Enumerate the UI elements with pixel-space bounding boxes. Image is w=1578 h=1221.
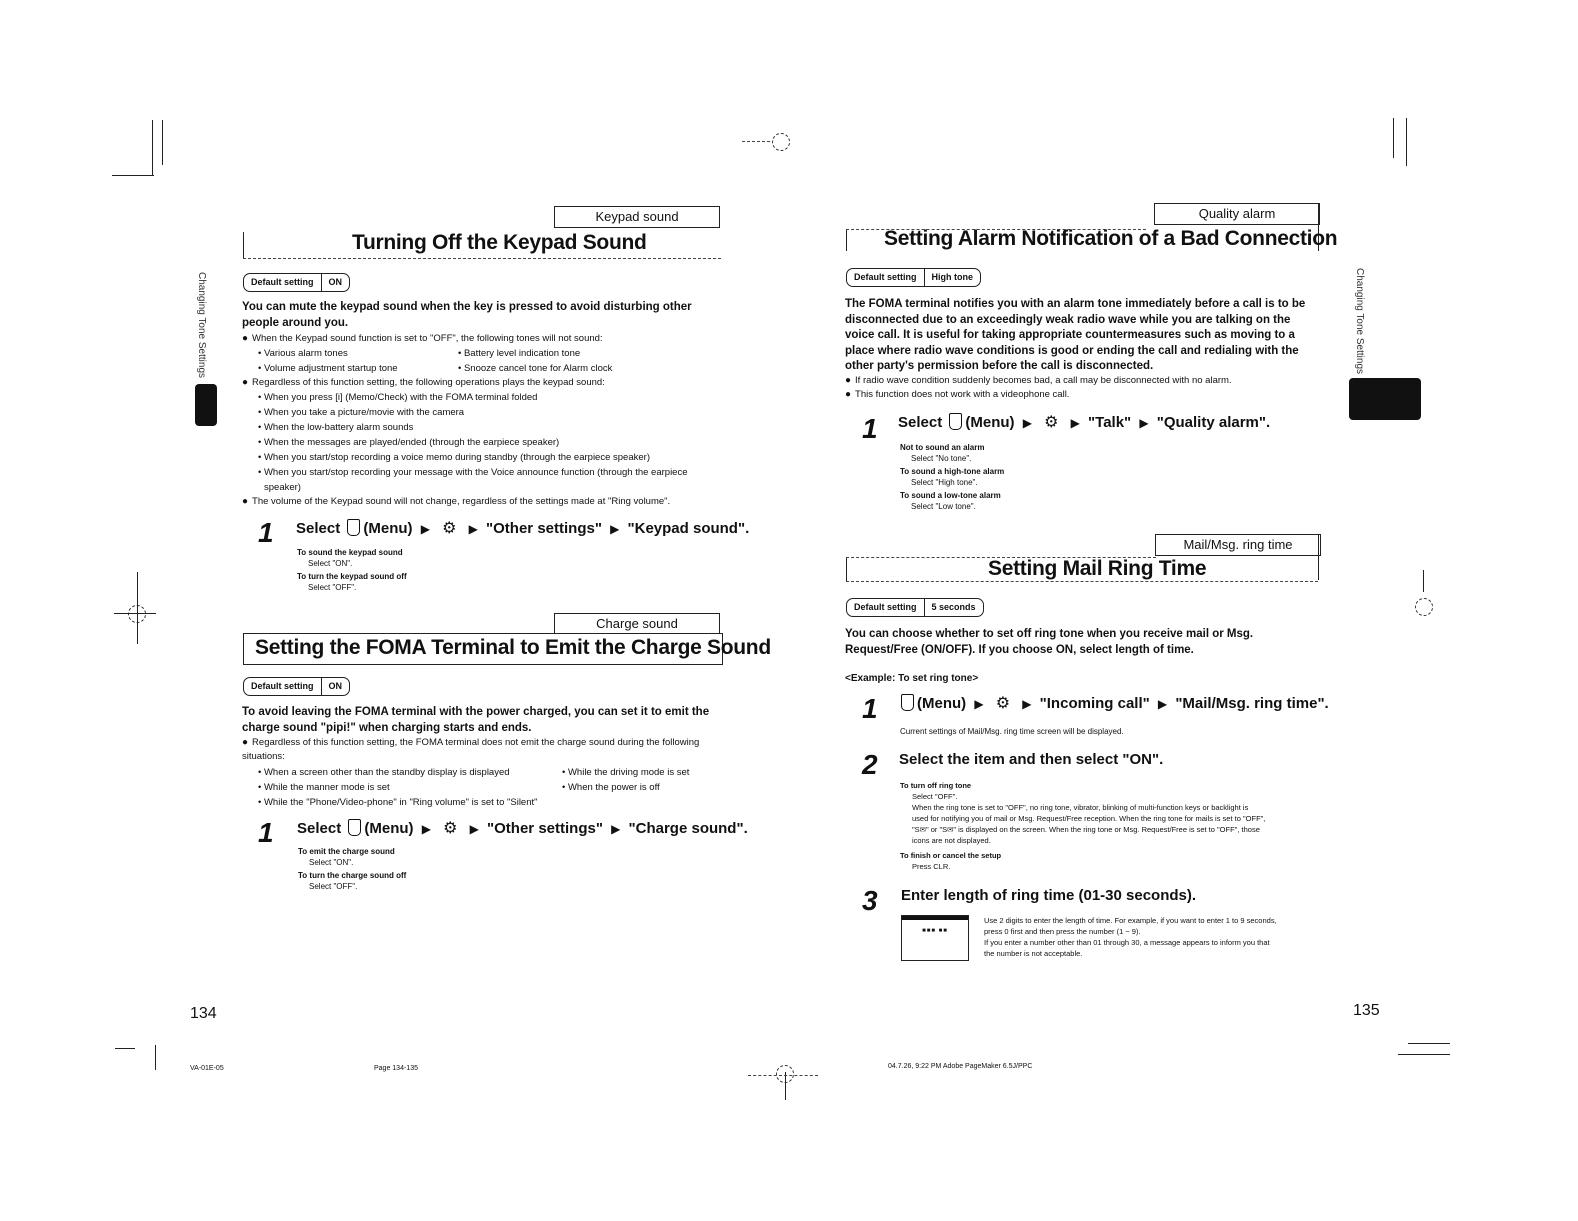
sub-text: "S✉" or "S✉" is displayed on the screen. When the ring tone or Msg. Request/Free is set to "OFF", those <box>912 825 1260 834</box>
step-note: If you enter a number other than 01 through 30, a message appears to inform you that <box>984 938 1270 947</box>
list-item: • Battery level indication tone <box>458 348 581 359</box>
bullet-content: The volume of the Keypad sound will not change, regardless of the settings made at "Ring volume". <box>252 496 671 507</box>
crop-mark <box>112 175 154 176</box>
arrow-right-icon: ▶ <box>1022 416 1032 430</box>
sub-text: Select "Low tone". <box>911 502 976 511</box>
default-label: Default setting <box>854 272 917 282</box>
list-item: • Various alarm tones <box>258 348 348 359</box>
step-select: Select <box>898 414 943 431</box>
side-label: Changing Tone Settings <box>1354 268 1365 375</box>
default-value: ON <box>321 678 350 695</box>
section-tab-mail-ring-time: Mail/Msg. ring time <box>1155 534 1321 556</box>
step-number: 3 <box>862 885 878 916</box>
crop-mark <box>155 1045 156 1070</box>
settings-icon: ⚙ <box>995 695 1011 712</box>
footer-code: VA-01E-05 <box>190 1065 224 1072</box>
section-tab-keypad-sound: Keypad sound <box>554 206 720 228</box>
page-title-quality: Setting Alarm Notification of a Bad Connection <box>884 227 1338 250</box>
step-menu: (Menu) <box>965 414 1015 431</box>
sub-text: Select "OFF". <box>309 882 358 891</box>
footer-info: 04.7.26, 9:22 PM Adobe PageMaker 6.5J/PPC <box>888 1063 1033 1070</box>
step-target: "Quality alarm". <box>1156 414 1271 431</box>
intro-text: You can choose whether to set off ring tone when you receive mail or Msg. Request/Free (ON/OFF). If you choose ON, select length of time. <box>845 628 1254 656</box>
crop-mark <box>1393 118 1394 158</box>
sub-heading: To sound the keypad sound <box>297 548 403 557</box>
crop-mark <box>785 1072 786 1100</box>
list-item: • When the messages are played/ended (through the earpiece speaker) <box>258 437 560 448</box>
step-note: press 0 first and then press the number (1 ~ 9). <box>984 927 1141 936</box>
default-value: High tone <box>924 269 981 286</box>
step-talk: "Talk" <box>1088 414 1132 431</box>
phone-screen-thumbnail <box>901 915 969 961</box>
title-rule <box>846 581 1318 582</box>
crop-mark <box>742 141 770 142</box>
screen-placeholder-icon: ■■■ ■■ <box>922 928 948 934</box>
list-item: • While the "Phone/Video-phone" in "Ring volume" is set to "Silent" <box>258 797 538 808</box>
sub-text: When the ring tone is set to "OFF", no ring tone, vibrator, blinking of multi-function keys or backlight is <box>912 803 1249 812</box>
bullet-text <box>242 332 603 346</box>
list-item: • When the power is off <box>562 782 660 793</box>
default-label: Default setting <box>251 681 314 691</box>
list-item: • When the low-battery alarm sounds <box>258 422 414 433</box>
list-item: • When a screen other than the standby display is displayed <box>258 767 510 778</box>
list-item: • While the driving mode is set <box>562 767 690 778</box>
arrow-right-icon: ▶ <box>468 522 478 536</box>
sub-text: Select "OFF". <box>912 792 958 801</box>
sub-heading: To sound a high-tone alarm <box>900 467 1005 476</box>
step-select: Select <box>297 820 342 837</box>
crop-mark <box>1423 570 1424 592</box>
step-select: Select <box>296 520 341 537</box>
section-tab-charge-sound: Charge sound <box>554 613 720 634</box>
intro-text: The FOMA terminal notifies you with an alarm tone immediately before a call is to be disconnected due to an exceedingly weak radio wave while you are talking on the voice call. It is useful for taking appropriate countermeasures such as moving to a place where radio wave conditions is good or ending the call and redialing with the other party's permission before the call is disconnected. <box>845 298 1306 372</box>
step-menu: (Menu) <box>917 695 967 712</box>
default-setting-badge <box>846 598 984 617</box>
sub-heading: To turn off ring tone <box>900 781 972 790</box>
bullet-text <box>845 388 1069 402</box>
registration-mark <box>772 133 790 151</box>
bullet-text <box>242 495 670 509</box>
sub-text: Select "ON". <box>309 858 354 867</box>
side-label: Changing Tone Settings <box>196 272 207 379</box>
title-rule <box>1318 534 1319 580</box>
step-note: the number is not acceptable. <box>984 949 1083 958</box>
arrow-right-icon: ▶ <box>421 822 431 836</box>
list-item: speaker) <box>264 482 301 493</box>
list-item: • When you take a picture/movie with the camera <box>258 407 465 418</box>
settings-icon: ⚙ <box>443 820 458 837</box>
step-note: Use 2 digits to enter the length of time. For example, if you want to enter 1 to 9 seconds, <box>984 916 1277 925</box>
crop-mark <box>137 572 138 644</box>
settings-icon: ⚙ <box>442 520 457 537</box>
default-value: ON <box>321 274 350 291</box>
default-setting-badge <box>243 677 350 696</box>
step-instruction <box>898 694 1329 714</box>
sub-heading: Not to sound an alarm <box>900 443 985 452</box>
settings-icon: ⚙ <box>1044 414 1059 431</box>
list-item: • Snooze cancel tone for Alarm clock <box>458 363 613 374</box>
step-instruction <box>898 413 1270 433</box>
page-title-charge: Setting the FOMA Terminal to Emit the Charge Sound <box>255 636 771 659</box>
sub-heading: To sound a low-tone alarm <box>900 491 1001 500</box>
registration-mark <box>1415 598 1433 616</box>
page-number: 134 <box>190 1005 217 1022</box>
sub-heading: To emit the charge sound <box>298 847 395 856</box>
screen-header-bar <box>902 916 968 920</box>
step-menu: (Menu) <box>364 820 414 837</box>
bullet-content: This function does not work with a videophone call. <box>855 389 1070 400</box>
step-number: 1 <box>862 413 878 444</box>
arrow-right-icon: ▶ <box>610 522 620 536</box>
step-instruction: Select the item and then select "ON". <box>899 751 1164 768</box>
step-other: "Other settings" <box>486 520 602 537</box>
bullet-content: When the Keypad sound function is set to "OFF", the following tones will not sound: <box>252 333 603 344</box>
section-tab-quality-alarm: Quality alarm <box>1154 203 1320 225</box>
sub-text: Select "High tone". <box>911 478 978 487</box>
bullet-content: If radio wave condition suddenly becomes bad, a call may be disconnected with no alarm. <box>855 375 1232 386</box>
step-number: 1 <box>258 517 274 548</box>
crop-mark <box>1398 1054 1450 1055</box>
crop-mark <box>1408 1043 1450 1044</box>
crop-mark <box>152 120 153 175</box>
list-item: • When you start/stop recording your message with the Voice announce function (through the earpiece <box>258 467 688 478</box>
arrow-right-icon: ▶ <box>1022 697 1032 711</box>
step-note: Current settings of Mail/Msg. ring time screen will be displayed. <box>900 727 1124 736</box>
menu-key-icon <box>348 819 361 836</box>
title-rule <box>846 557 847 581</box>
step-menu: (Menu) <box>363 520 413 537</box>
step-instruction: Enter length of ring time (01-30 seconds). <box>901 887 1197 904</box>
step-target: "Keypad sound". <box>627 520 750 537</box>
sub-text: used for notifying you of mail or Msg. Request/Free reception. When the ring tone for mails is set to "OFF", <box>912 814 1266 823</box>
arrow-right-icon: ▶ <box>1157 697 1168 711</box>
section-thumb-tab <box>1349 378 1421 420</box>
sub-heading: To turn the charge sound off <box>298 871 407 880</box>
step-instruction <box>296 519 749 539</box>
sub-heading: To finish or cancel the setup <box>900 851 1002 860</box>
bullet-content: Regardless of this function setting, the FOMA terminal does not emit the charge sound during the following situations: <box>242 737 700 762</box>
crop-mark <box>1406 118 1407 166</box>
crop-mark <box>115 1048 135 1049</box>
arrow-right-icon: ▶ <box>611 822 621 836</box>
bullet-text <box>845 374 1232 388</box>
footer-pages: Page 134-135 <box>374 1065 418 1072</box>
crop-mark <box>114 613 156 614</box>
page-title-keypad: Turning Off the Keypad Sound <box>352 231 647 254</box>
list-item: • Volume adjustment startup tone <box>258 363 398 374</box>
step-number: 1 <box>258 817 274 848</box>
default-value: 5 seconds <box>924 599 983 616</box>
intro-text: To avoid leaving the FOMA terminal with the power charged, you can set it to emit the charge sound "pipi!" when charging starts and ends. <box>242 706 710 734</box>
arrow-right-icon: ▶ <box>1139 416 1149 430</box>
menu-key-icon <box>901 694 914 711</box>
default-setting-badge <box>243 273 350 292</box>
step-incoming: "Incoming call" <box>1039 695 1150 712</box>
sub-heading: To turn the keypad sound off <box>297 572 407 581</box>
page-title-mail: Setting Mail Ring Time <box>988 557 1207 580</box>
sub-text: Select "ON". <box>308 559 353 568</box>
step-other: "Other settings" <box>487 820 603 837</box>
step-target: "Mail/Msg. ring time". <box>1175 695 1329 712</box>
step-number: 2 <box>862 749 878 780</box>
default-label: Default setting <box>854 602 917 612</box>
crop-mark <box>748 1075 818 1076</box>
bullet-text <box>242 736 712 764</box>
sub-text: Press CLR. <box>912 862 951 871</box>
list-item: • While the manner mode is set <box>258 782 390 793</box>
sub-text: icons are not displayed. <box>912 836 991 845</box>
step-target: "Charge sound". <box>628 820 748 837</box>
menu-key-icon <box>347 519 360 536</box>
sub-text: Select "OFF". <box>308 583 357 592</box>
arrow-right-icon: ▶ <box>469 822 479 836</box>
title-rule <box>846 229 847 251</box>
page-number: 135 <box>1353 1002 1380 1019</box>
arrow-right-icon: ▶ <box>1070 416 1080 430</box>
bullet-text <box>242 376 605 390</box>
menu-key-icon <box>949 413 962 430</box>
example-label: <Example: To set ring tone> <box>845 673 979 684</box>
list-item: • When you press [i] (Memo/Check) with the FOMA terminal folded <box>258 392 538 403</box>
step-number: 1 <box>862 693 878 724</box>
arrow-right-icon: ▶ <box>420 522 430 536</box>
default-setting-badge <box>846 268 981 287</box>
list-item: • When you start/stop recording a voice memo during standby (through the earpiece speaker) <box>258 452 650 463</box>
title-rule <box>243 232 244 259</box>
crop-mark <box>162 120 163 165</box>
step-instruction <box>297 819 748 839</box>
sub-text: Select "No tone". <box>911 454 972 463</box>
bullet-content: Regardless of this function setting, the following operations plays the keypad sound: <box>252 377 605 388</box>
default-label: Default setting <box>251 277 314 287</box>
intro-text: You can mute the keypad sound when the key is pressed to avoid disturbing other people around you. <box>242 301 692 329</box>
arrow-right-icon: ▶ <box>974 697 984 711</box>
title-rule <box>243 258 721 259</box>
section-thumb-tab <box>195 384 217 426</box>
